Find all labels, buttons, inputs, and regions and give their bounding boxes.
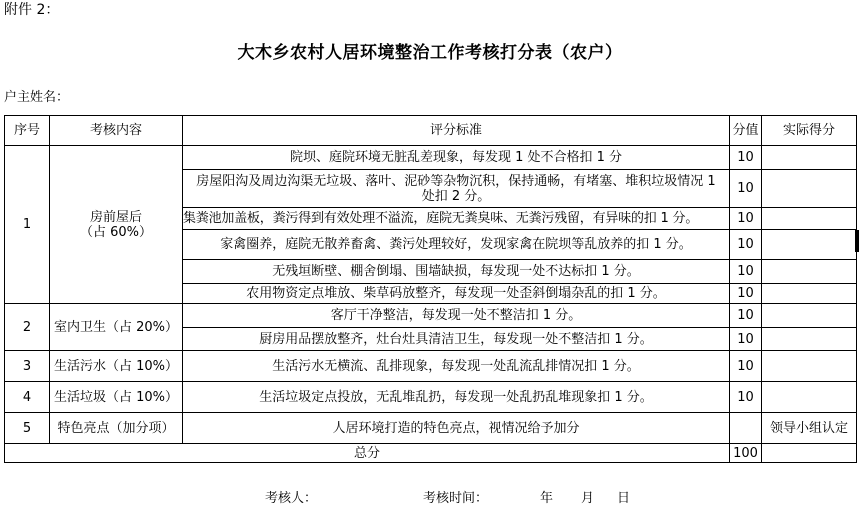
- header-content: 考核内容: [50, 116, 183, 146]
- score-cell: 10: [730, 260, 762, 284]
- score-cell: 10: [730, 230, 762, 260]
- section-content-line: 房前屋后: [89, 209, 142, 225]
- table-row: [5, 413, 857, 444]
- standard-cell: 家禽圈养，庭院无散养畜禽、粪污处理较好，发现家禽在院坝等乱放养的扣 1 分。: [183, 230, 730, 260]
- day-label: 日: [617, 491, 631, 506]
- header-score: 分值: [730, 116, 762, 146]
- actual-score-cell[interactable]: [762, 170, 857, 208]
- header-no: 序号: [5, 116, 50, 146]
- score-cell: [730, 413, 762, 444]
- actual-score-cell[interactable]: [762, 208, 857, 230]
- score-cell: 10: [730, 328, 762, 351]
- total-actual-cell[interactable]: [762, 444, 857, 463]
- scoring-table: [4, 115, 857, 463]
- actual-score-cell[interactable]: [762, 382, 857, 413]
- standard-cell: 客厅干净整洁，每发现一处不整洁扣 1 分。: [183, 304, 730, 328]
- table-row: [5, 351, 857, 382]
- table-row: [5, 146, 857, 170]
- section-no: 1: [5, 146, 50, 304]
- actual-score-cell[interactable]: [762, 284, 857, 304]
- score-cell: 10: [730, 382, 762, 413]
- section-content: 室内卫生（占 20%）: [50, 304, 183, 351]
- assessment-time-label: 考核时间：: [423, 491, 489, 506]
- table-row: [5, 382, 857, 413]
- section-no: 5: [5, 413, 50, 444]
- assessor-label: 考核人：: [265, 491, 318, 506]
- section-no: 4: [5, 382, 50, 413]
- score-cell: 10: [730, 351, 762, 382]
- section-no: 2: [5, 304, 50, 351]
- total-score: 100: [730, 444, 762, 463]
- standard-line: 处扣 2 分。: [421, 188, 491, 204]
- score-cell: 10: [730, 304, 762, 328]
- header-actual: 实际得分: [762, 116, 857, 146]
- standard-cell: 厨房用品摆放整齐，灶台灶具清洁卫生，每发现一处不整洁扣 1 分。: [183, 328, 730, 351]
- section-content: [50, 146, 183, 304]
- section-content: 生活污水（占 10%）: [50, 351, 183, 382]
- standard-cell: 集粪池加盖板，粪污得到有效处理不溢流，庭院无粪臭味、无粪污残留，有异味的扣 1 分。: [183, 208, 730, 230]
- section-no: 3: [5, 351, 50, 382]
- standard-line: 房屋阳沟及周边沟渠无垃圾、落叶、泥砂等杂物沉积，保持通畅，有堵塞、堆积垃圾情况 1: [196, 173, 716, 189]
- actual-score-cell[interactable]: [762, 304, 857, 328]
- year-label: 年: [540, 491, 554, 506]
- table-row: [5, 304, 857, 328]
- standard-cell: 人居环境打造的特色亮点，视情况给予加分: [183, 413, 730, 444]
- attachment-label: 附件 2：: [4, 2, 60, 18]
- standard-cell: 院坝、庭院环境无脏乱差现象，每发现 1 处不合格扣 1 分: [183, 146, 730, 170]
- standard-cell: 农用物资定点堆放、柴草码放整齐，每发现一处歪斜倒塌杂乱的扣 1 分。: [183, 284, 730, 304]
- actual-score-cell[interactable]: [762, 146, 857, 170]
- standard-cell: 生活垃圾定点投放，无乱堆乱扔，每发现一处乱扔乱堆现象扣 1 分。: [183, 382, 730, 413]
- document-title: 大木乡农村人居环境整治工作考核打分表（农户）: [237, 43, 623, 63]
- actual-score-cell[interactable]: [762, 260, 857, 284]
- score-cell: 10: [730, 208, 762, 230]
- standard-cell: 生活污水无横流、乱排现象，每发现一处乱流乱排情况扣 1 分。: [183, 351, 730, 382]
- score-cell: 10: [730, 146, 762, 170]
- actual-score-cell[interactable]: [762, 230, 857, 260]
- section-content: 特色亮点（加分项）: [50, 413, 183, 444]
- section-content-line: （占 60%）: [79, 224, 153, 240]
- score-cell: 10: [730, 284, 762, 304]
- table-header-row: [5, 116, 857, 146]
- total-label: 总分: [5, 444, 730, 463]
- standard-cell: 无残垣断壁、棚舍倒塌、围墙缺损，每发现一处不达标扣 1 分。: [183, 260, 730, 284]
- section-content: 生活垃圾（占 10%）: [50, 382, 183, 413]
- edge-mark: [855, 230, 859, 252]
- standard-cell: [183, 170, 730, 208]
- actual-score-cell: 领导小组认定: [762, 413, 857, 444]
- actual-score-cell[interactable]: [762, 351, 857, 382]
- score-cell: 10: [730, 170, 762, 208]
- owner-name-label: 户主姓名：: [4, 90, 70, 105]
- total-row: [5, 444, 857, 463]
- actual-score-cell[interactable]: [762, 328, 857, 351]
- month-label: 月: [581, 491, 595, 506]
- header-standard: 评分标准: [183, 116, 730, 146]
